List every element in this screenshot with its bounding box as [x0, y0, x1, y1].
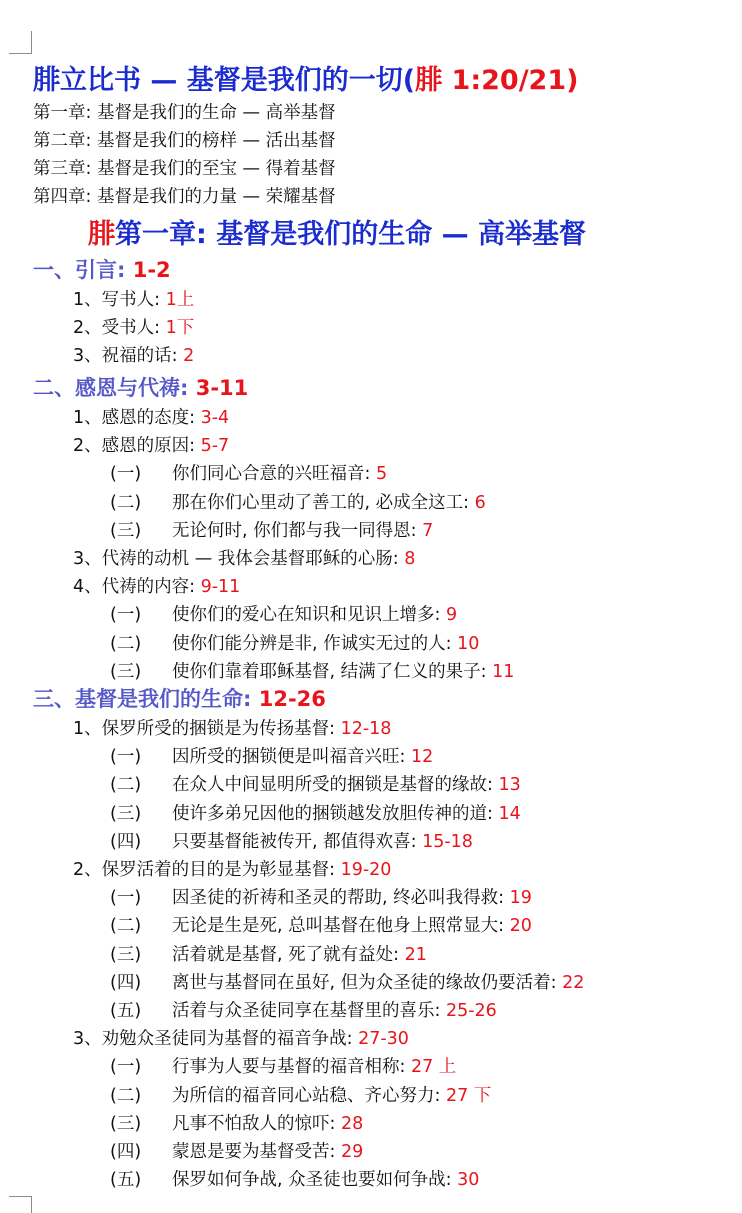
subitem-mark: (二) [110, 633, 142, 654]
item-label: 3、祝福的话: [73, 346, 184, 367]
item-label: 2、受书人: [73, 318, 166, 339]
subitem-ref: 27 上 [410, 1057, 457, 1078]
outline-item [73, 432, 229, 457]
subitem-ref: 15-18 [422, 831, 473, 852]
subitem-text: 使许多弟兄因他的捆锁越发放胆传神的道: [172, 803, 499, 824]
outline-subitem [110, 460, 387, 485]
subitem-text: 因所受的捆锁便是叫福音兴旺: [172, 747, 411, 768]
item-label: 1、保罗所受的捆锁是为传扬基督: [73, 719, 341, 739]
item-label: 2、保罗活着的目的是为彰显基督: [73, 860, 341, 880]
subitem-mark: (一) [110, 1057, 142, 1078]
subitem-text: 无论何时, 你们都与我一同得恩: [172, 520, 423, 541]
subitem-text: 那在你们心里动了善工的, 必成全这工: [172, 492, 475, 513]
section-ref: 3-11 [195, 376, 249, 400]
section-label: 二、感恩与代祷: [33, 376, 196, 400]
chapter-title-prefix: 腓 [88, 219, 115, 250]
subitem-text: 你们同心合意的兴旺福音: [172, 464, 376, 485]
subitem-ref: 28 [340, 1113, 364, 1134]
outline-item [73, 1025, 409, 1050]
subitem-text: 使你们靠着耶稣基督, 结满了仁义的果子: [172, 661, 493, 682]
section-ref: 12-26 [258, 687, 326, 711]
outline-subitem [110, 884, 532, 909]
outline-subitem [110, 969, 584, 994]
outline-item [73, 314, 194, 339]
subitem-text: 使你们能分辨是非, 作诚实无过的人: [172, 633, 458, 654]
subitem-mark: (二) [110, 492, 142, 513]
outline-item [73, 545, 415, 570]
outline-subitem [110, 1138, 363, 1163]
subitem-mark: (三) [110, 944, 142, 965]
subitem-text: 为所信的福音同心站稳、齐心努力: [172, 1085, 446, 1106]
outline-subitem [110, 601, 457, 626]
subitem-mark: (一) [110, 464, 142, 485]
item-ref: 1上 [165, 290, 195, 310]
subitem-ref: 20 [509, 916, 532, 937]
item-ref: 5-7 [200, 436, 230, 457]
subitem-text: 行事为人要与基督的福音相称: [172, 1057, 411, 1078]
item-label: 1、写书人: [73, 290, 166, 310]
main-title-text: 腓立比书 — 基督是我们的一切( [33, 65, 416, 96]
main-title [33, 58, 578, 97]
subitem-ref: 12 [410, 747, 434, 768]
outline-subitem [110, 1082, 491, 1107]
subitem-mark: (二) [110, 1085, 142, 1106]
subitem-ref: 6 [474, 492, 486, 513]
crop-mark-bottom [9, 1196, 32, 1213]
subitem-ref: 14 [498, 803, 521, 824]
subitem-ref: 21 [404, 944, 427, 965]
chapter-line: 第二章: 基督是我们的榜样 — 活出基督 [33, 131, 336, 151]
subitem-mark: (五) [110, 1001, 142, 1021]
outline-item [73, 856, 391, 881]
subitem-ref: 11 [492, 661, 515, 682]
item-ref: 3-4 [200, 408, 230, 428]
outline-subitem [110, 997, 497, 1022]
subitem-ref: 7 [422, 520, 434, 541]
outline-subitem [110, 1110, 363, 1135]
item-ref: 12-18 [340, 719, 392, 739]
chapter-line: 第三章: 基督是我们的至宝 — 得着基督 [33, 159, 336, 179]
subitem-mark: (三) [110, 1113, 142, 1134]
chapter-line: 第四章: 基督是我们的力量 — 荣耀基督 [33, 187, 336, 207]
subitem-mark: (四) [110, 972, 142, 993]
subitem-text: 蒙恩是要为基督受苦: [172, 1142, 341, 1162]
chapter-line: 第一章: 基督是我们的生命 — 高举基督 [33, 103, 336, 123]
subitem-text: 使你们的爱心在知识和见识上增多: [172, 605, 446, 626]
outline-item [73, 404, 229, 429]
subitem-text: 在众人中间显明所受的捆锁是基督的缘故: [172, 775, 499, 796]
section-label: 三、基督是我们的生命: [33, 687, 259, 711]
main-title-ref: 腓 1:20/21) [415, 65, 579, 96]
outline-subitem [110, 658, 514, 683]
chapter-title-text: 第一章: 基督是我们的生命 — 高举基督 [115, 219, 586, 250]
outline-subitem [110, 1053, 456, 1078]
section-heading [33, 254, 171, 284]
section-heading [33, 683, 326, 713]
chapter-title [88, 212, 586, 251]
subitem-mark: (四) [110, 831, 142, 852]
subitem-mark: (一) [110, 888, 142, 909]
subitem-text: 无论是生是死, 总叫基督在他身上照常显大: [172, 916, 510, 937]
subitem-mark: (二) [110, 916, 142, 937]
outline-subitem [110, 630, 479, 655]
outline-subitem [110, 489, 486, 514]
outline-item [73, 573, 240, 598]
section-ref: 1-2 [132, 258, 171, 282]
subitem-text: 因圣徒的祈祷和圣灵的帮助, 终必叫我得救: [172, 888, 510, 909]
outline-subitem [110, 912, 532, 937]
outline-item [73, 342, 194, 367]
subitem-mark: (五) [110, 1170, 142, 1191]
subitem-text: 活着就是基督, 死了就有益处: [172, 944, 405, 965]
subitem-text: 离世与基督同在虽好, 但为众圣徒的缘故仍要活着: [172, 972, 563, 993]
subitem-ref: 27 下 [445, 1085, 492, 1106]
subitem-ref: 9 [445, 605, 458, 626]
subitem-text: 活着与众圣徒同享在基督里的喜乐: [172, 1001, 446, 1021]
outline-subitem [110, 828, 473, 853]
outline-subitem [110, 743, 433, 768]
item-ref: 1下 [165, 318, 195, 339]
outline-subitem [110, 517, 433, 542]
crop-mark-top [9, 31, 32, 54]
outline-subitem [110, 1166, 479, 1191]
subitem-mark: (一) [110, 747, 142, 768]
subitem-ref: 13 [498, 775, 521, 796]
section-heading [33, 372, 248, 402]
subitem-ref: 10 [457, 633, 480, 654]
subitem-ref: 22 [562, 972, 585, 993]
subitem-ref: 29 [340, 1142, 364, 1162]
subitem-mark: (一) [110, 605, 142, 626]
outline-item [73, 286, 194, 311]
outline-subitem [110, 941, 427, 966]
item-label: 1、感恩的态度: [73, 408, 201, 428]
item-label: 2、感恩的原因: [73, 436, 201, 457]
item-label: 3、劝勉众圣徒同为基督的福音争战: [73, 1029, 359, 1050]
subitem-mark: (四) [110, 1142, 142, 1162]
subitem-text: 保罗如何争战, 众圣徒也要如何争战: [172, 1170, 458, 1191]
subitem-ref: 25-26 [445, 1001, 497, 1021]
subitem-text: 只要基督能被传开, 都值得欢喜: [172, 831, 423, 852]
section-label: 一、引言: [33, 258, 133, 282]
item-ref: 9-11 [200, 577, 241, 598]
item-ref: 19-20 [340, 860, 392, 880]
item-ref: 8 [404, 549, 416, 569]
subitem-mark: (三) [110, 661, 142, 682]
item-label: 4、代祷的内容: [73, 577, 201, 598]
subitem-mark: (二) [110, 775, 142, 796]
item-ref: 2 [183, 346, 195, 367]
item-label: 3、代祷的动机 — 我体会基督耶稣的心肠: [73, 549, 405, 569]
item-ref: 27-30 [358, 1029, 409, 1050]
subitem-mark: (三) [110, 520, 142, 541]
subitem-ref: 30 [457, 1170, 480, 1191]
outline-item [73, 715, 391, 740]
outline-subitem [110, 800, 521, 825]
subitem-ref: 5 [375, 464, 388, 485]
subitem-text: 凡事不怕敌人的惊吓: [172, 1113, 341, 1134]
subitem-ref: 19 [509, 888, 532, 909]
outline-subitem [110, 771, 521, 796]
subitem-mark: (三) [110, 803, 142, 824]
